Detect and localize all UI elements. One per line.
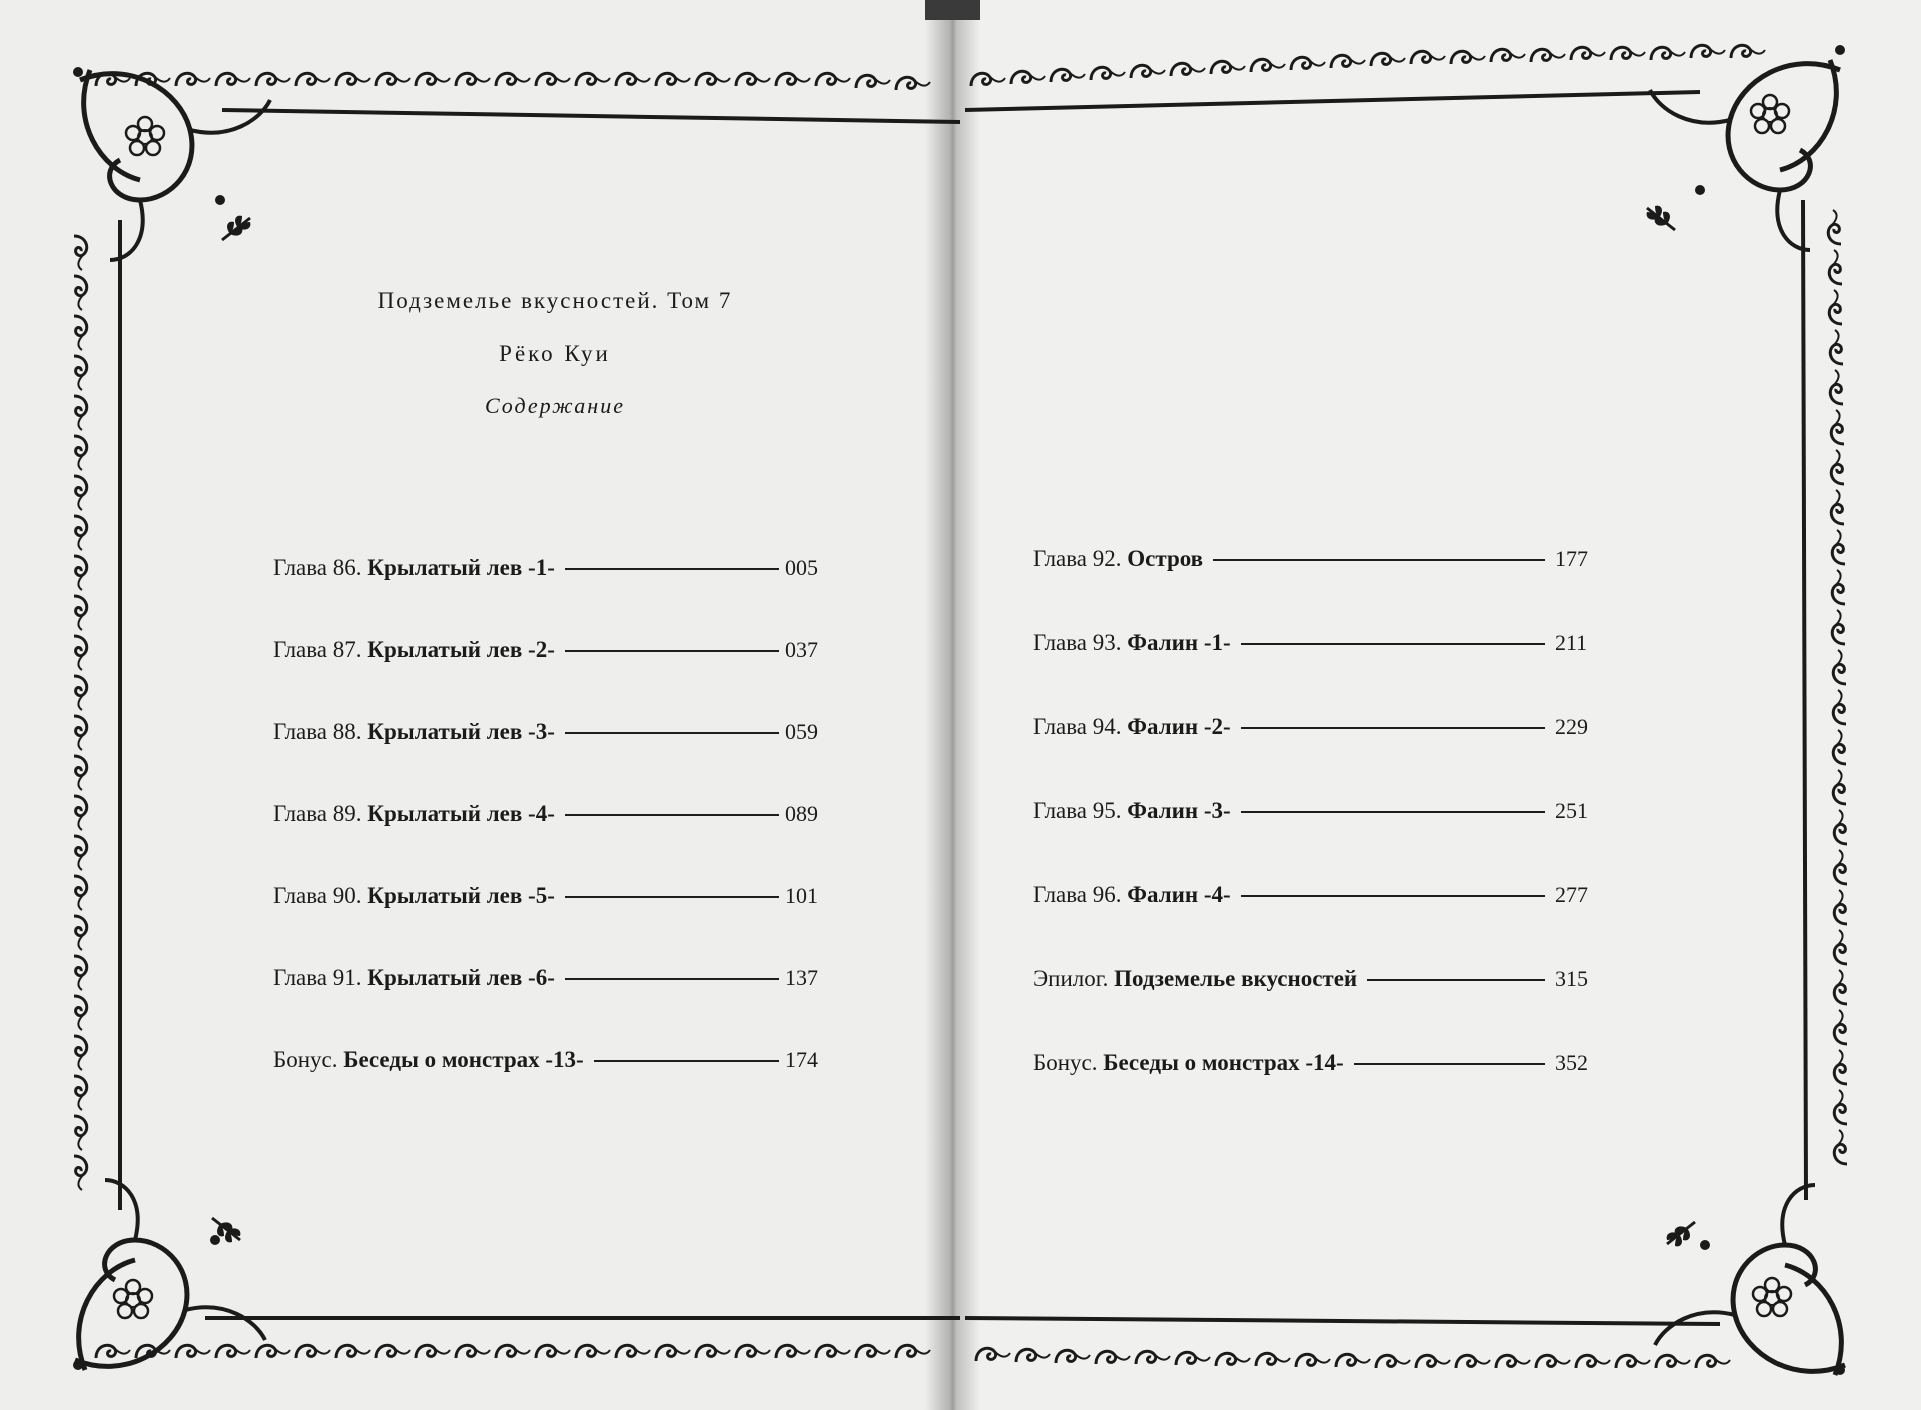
toc-entry-page-number: 137 (785, 965, 818, 990)
toc-leader-line (594, 1060, 779, 1062)
toc-entry (1033, 709, 1613, 745)
toc-leader-line (1354, 1063, 1545, 1065)
book-title: Подземелье вкусностей. Том 7 (377, 288, 733, 313)
toc-entry-page-number: 037 (785, 637, 818, 662)
toc-entry-title: Беседы о монстрах -13- (343, 1047, 584, 1072)
toc-leader-line (1241, 643, 1545, 645)
toc-entry-prefix: Глава 92. (1033, 546, 1122, 571)
toc-entry-title: Подземелье вкусностей (1114, 966, 1358, 991)
toc-entry-label (1033, 961, 1357, 997)
toc-entry-prefix: Глава 87. (273, 637, 362, 662)
toc-entry-title: Крылатый лев -4- (367, 801, 555, 826)
toc-entry-title: Фалин -4- (1127, 882, 1231, 907)
toc-entry-label (273, 960, 555, 996)
toc-entry-page-number: 177 (1555, 546, 1588, 571)
toc-entry-prefix: Глава 88. (273, 719, 362, 744)
toc-entry-title: Крылатый лев -3- (367, 719, 555, 744)
toc-entry (273, 550, 833, 586)
toc-entry-page-number: 101 (785, 883, 818, 908)
toc-entry (1033, 961, 1613, 997)
toc-entry-title: Фалин -3- (1127, 798, 1231, 823)
toc-entry-prefix: Глава 96. (1033, 882, 1122, 907)
toc-entry (273, 878, 833, 914)
toc-entry-page-number: 089 (785, 801, 818, 826)
toc-entry-prefix: Глава 89. (273, 801, 362, 826)
toc-leader-line (565, 650, 779, 652)
toc-entry (1033, 625, 1613, 661)
toc-entry-label (1033, 877, 1231, 913)
toc-entry-title: Фалин -1- (1127, 630, 1231, 655)
toc-entry-title: Беседы о монстрах -14- (1103, 1050, 1344, 1075)
toc-leader-line (1213, 559, 1545, 561)
toc-entry-label (1033, 709, 1231, 745)
toc-entry-prefix: Глава 86. (273, 555, 362, 580)
toc-entry-label (273, 878, 555, 914)
toc-entry-prefix: Глава 90. (273, 883, 362, 908)
toc-leader-line (565, 732, 779, 734)
toc-entry-page-number: 174 (785, 1047, 818, 1072)
toc-leader-line (565, 978, 779, 980)
toc-entry-title: Остров (1127, 546, 1204, 571)
toc-leader-line (565, 896, 779, 898)
toc-leader-line (1241, 895, 1545, 897)
toc-entry-label (273, 632, 555, 668)
toc-entry-label (1033, 625, 1231, 661)
toc-entry-title: Крылатый лев -5- (367, 883, 555, 908)
toc-entry-title: Крылатый лев -2- (367, 637, 555, 662)
toc-leader-line (1367, 979, 1545, 981)
toc-entry-label (273, 796, 555, 832)
toc-leader-line (1241, 727, 1545, 729)
toc-entry-prefix: Глава 93. (1033, 630, 1122, 655)
toc-entry-label (1033, 541, 1203, 577)
toc-entry-page-number: 352 (1555, 1050, 1588, 1075)
toc-entry-prefix: Глава 91. (273, 965, 362, 990)
toc-entry (1033, 877, 1613, 913)
toc-leader-line (565, 814, 779, 816)
toc-entry-page-number: 251 (1555, 798, 1588, 823)
toc-entry-title: Крылатый лев -6- (367, 965, 555, 990)
toc-entry-page-number: 059 (785, 719, 818, 744)
toc-entry-page-number: 315 (1555, 966, 1588, 991)
toc-entry (273, 714, 833, 750)
toc-entry-page-number: 277 (1555, 882, 1588, 907)
toc-entry (1033, 793, 1613, 829)
toc-entry-label (273, 550, 555, 586)
toc-entry (273, 1042, 833, 1078)
toc-entry-page-number: 211 (1555, 630, 1588, 655)
toc-entry-label (1033, 793, 1231, 829)
toc-entry-prefix: Эпилог. (1033, 966, 1109, 991)
toc-entry-label (273, 714, 555, 750)
toc-heading: Содержание (484, 393, 625, 418)
toc-entry (273, 632, 833, 668)
toc-entry-label (1033, 1045, 1344, 1081)
toc-entry-prefix: Глава 95. (1033, 798, 1122, 823)
toc-entry-prefix: Бонус. (273, 1047, 338, 1072)
toc-entry-label (273, 1042, 584, 1078)
toc-entry-page-number: 229 (1555, 714, 1588, 739)
toc-entry-title: Крылатый лев -1- (367, 555, 555, 580)
toc-entry-prefix: Глава 94. (1033, 714, 1122, 739)
toc-leader-line (565, 568, 779, 570)
toc-entry (1033, 1045, 1613, 1081)
toc-entry (273, 960, 833, 996)
book-author: Рёко Куи (499, 341, 611, 366)
toc-entry-title: Фалин -2- (1127, 714, 1231, 739)
toc-entry-prefix: Бонус. (1033, 1050, 1098, 1075)
toc-entry (273, 796, 833, 832)
toc-entry (1033, 541, 1613, 577)
toc-entry-page-number: 005 (785, 555, 818, 580)
toc-leader-line (1241, 811, 1545, 813)
